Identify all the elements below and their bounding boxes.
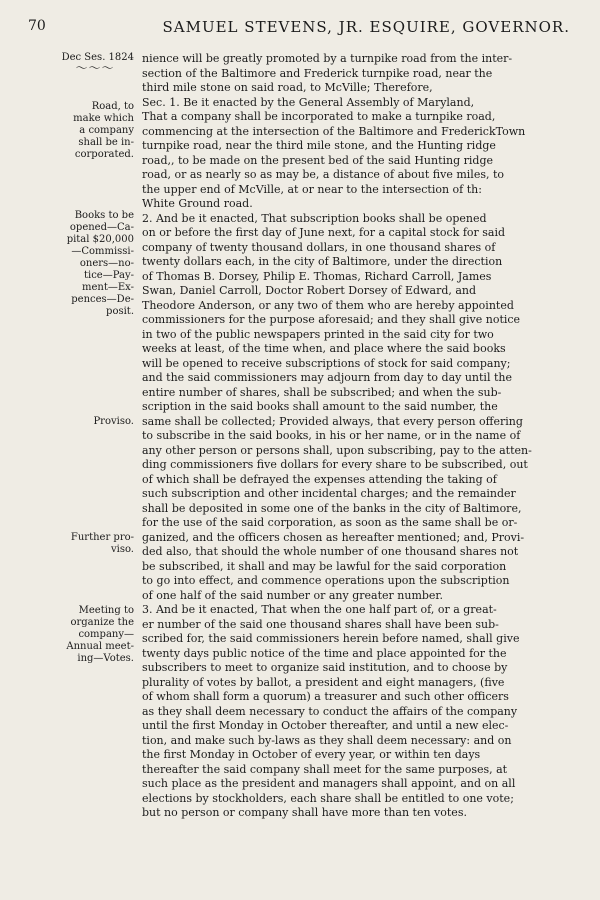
page-header — [28, 18, 570, 40]
margin-note-line: posit. — [106, 306, 134, 317]
text-line: 3. And be it enacted, That when the one half part of, or a great- — [142, 603, 497, 616]
text-line: 2. And be it enacted, That subscription books shall be opened — [142, 211, 487, 225]
margin-note-line: Proviso. — [93, 416, 134, 427]
text-line: section of the Baltimore and Frederick turnpike road, near the — [142, 66, 493, 80]
text-line: shall be deposited in some one of the banks in the city of Baltimore, — [142, 501, 522, 515]
margin-note-line: Further pro- — [70, 532, 134, 543]
text-line: ding commissioners five dollars for every share to be subscribed, out — [142, 458, 528, 471]
text-line: any other person or persons shall, upon subscribing, pay to the atten- — [142, 443, 532, 457]
text-line: the upper end of McVille, at or near to the intersection of th: — [142, 182, 482, 196]
text-line: weeks at least, of the time when, and place where the said books — [142, 342, 506, 355]
text-line: third mile stone on said road, to McVille; Therefore, — [142, 81, 433, 94]
text-line: in two of the public newspapers printed in the said city for two — [142, 327, 494, 341]
text-line: elections by stockholders, each share shall be entitled to one vote; — [142, 791, 514, 805]
text-line: ded also, that should the whole number of one thousand shares not — [142, 545, 519, 558]
text-line: such subscription and other incidental charges; and the remainder — [142, 487, 516, 500]
text-line: scription in the said books shall amount to the said number, the — [142, 400, 498, 413]
text-line: on or before the first day of June next, for a capital stock for said — [142, 226, 506, 239]
text-line: thereafter the said company shall meet for the same purposes, at — [142, 762, 508, 776]
margin-note-line: pital $20,000 — [66, 234, 134, 245]
text-line: company of twenty thousand dollars, in one thousand shares of — [142, 240, 496, 254]
text-line: for the use of the said corporation, as soon as the same shall be or- — [142, 516, 518, 529]
text-line: to go into effect, and commence operations upon the subscription — [142, 574, 510, 587]
margin-note-further-proviso — [56, 532, 134, 556]
session-label: Dec Ses. 1824 — [61, 52, 134, 63]
margin-note-line: ing—Votes. — [77, 653, 134, 664]
page-number: 70 — [28, 18, 46, 34]
text-line: the first Monday in October of every year, or within ten days — [142, 748, 481, 761]
text-line: road, or as nearly so as may be, a distance of about five miles, to — [142, 168, 505, 181]
text-line: plurality of votes by ballot, a president and eight managers, (five — [142, 675, 505, 689]
margin-note-line: a company — [79, 125, 134, 136]
text-line: road,, to be made on the present bed of the said Hunting ridge — [142, 153, 494, 167]
text-line: White Ground road. — [142, 197, 253, 210]
text-line: be subscribed, it shall and may be lawful for the said corporation — [142, 559, 507, 573]
text-line: tion, and make such by-laws as they shall deem necessary: and on — [142, 733, 512, 747]
margin-note-line: Books to be — [74, 210, 134, 221]
text-line: Theodore Anderson, or any two of them who are hereby appointed — [142, 298, 514, 312]
margin-note-line: viso. — [110, 544, 134, 555]
text-line: twenty days public notice of the time and place appointed for the — [142, 646, 507, 660]
text-line: of one half of the said number or any greater number. — [142, 588, 443, 602]
text-line: and the said commissioners may adjourn from day to day until the — [142, 371, 512, 384]
text-line: same shall be collected; Provided always, that every person offering — [142, 414, 523, 428]
text-line: er number of the said one thousand shares shall have been sub- — [142, 617, 499, 631]
margin-note-line: opened—Ca- — [69, 222, 134, 233]
margin-note-line: make which — [73, 113, 134, 124]
text-line: to subscribe in the said books, in his or her name, or in the name of — [142, 429, 521, 442]
margin-note-proviso — [56, 416, 134, 428]
text-line: until the first Monday in October thereafter, and until a new elec- — [142, 719, 509, 732]
margin-session — [56, 52, 134, 74]
margin-note-line: organize the — [70, 617, 134, 628]
text-line: nience will be greatly promoted by a turnpike road from the inter- — [142, 52, 513, 65]
margin-note-line: ment—Ex- — [81, 282, 134, 293]
text-line: scribed for, the said commissioners herein before named, shall give — [142, 632, 520, 645]
text-line: ganized, and the officers chosen as hereafter mentioned; and, Provi- — [142, 530, 525, 544]
margin-note-line: pences—De- — [71, 294, 134, 305]
running-head: SAMUEL STEVENS, JR. ESQUIRE, GOVERNOR. — [162, 18, 570, 36]
text-line: will be opened to receive subscriptions of stock for said company; — [142, 356, 511, 370]
margin-note-line: Annual meet- — [66, 641, 134, 652]
text-line: commissioners for the purpose aforesaid; and they shall give notice — [142, 313, 521, 326]
margin-note-road — [56, 101, 134, 161]
text-line: such place as the president and managers shall appoint, and on all — [142, 777, 516, 790]
body-text — [142, 52, 556, 821]
margin-note-line: oners—no- — [79, 258, 134, 269]
margin-note-line: shall be in- — [78, 137, 134, 148]
margin-note-line: tice—Pay- — [83, 270, 134, 281]
text-line: of Thomas B. Dorsey, Philip E. Thomas, Richard Carroll, James — [142, 269, 492, 283]
text-line: entire number of shares, shall be subscribed; and when the sub- — [142, 385, 502, 399]
margin-note-meeting — [56, 605, 134, 665]
margin-note-line: corporated. — [74, 149, 134, 160]
text-line: commencing at the intersection of the Baltimore and FrederickTown — [142, 124, 526, 138]
text-line: Sec. 1. Be it enacted by the General Assembly of Maryland, — [142, 95, 475, 109]
text-line: as they shall deem necessary to conduct the affairs of the company — [142, 704, 518, 718]
margin-note-line: Meeting to — [78, 605, 134, 616]
text-line: of which shall be defrayed the expenses attending the taking of — [142, 472, 497, 486]
text-line: of whom shall form a quorum) a treasurer and such other officers — [142, 690, 509, 703]
text-line: twenty dollars each, in the city of Baltimore, under the direction — [142, 255, 503, 268]
text-line: Swan, Daniel Carroll, Doctor Robert Dorsey of Edward, and — [142, 284, 477, 297]
text-line: but no person or company shall have more than ten votes. — [142, 806, 467, 819]
text-line: turnpike road, near the third mile stone, and the Hunting ridge — [142, 139, 496, 152]
margin-note-line: company— — [78, 629, 134, 640]
margin-note-line: Road, to — [91, 101, 134, 112]
margin-note-line: —Commissi- — [71, 246, 134, 257]
text-line: That a company shall be incorporated to make a turnpike road, — [142, 110, 496, 123]
margin-note-books — [56, 210, 134, 318]
text-line: subscribers to meet to organize said institution, and to choose by — [142, 661, 508, 674]
flourish-ornament: 〜〜〜 — [75, 62, 115, 74]
